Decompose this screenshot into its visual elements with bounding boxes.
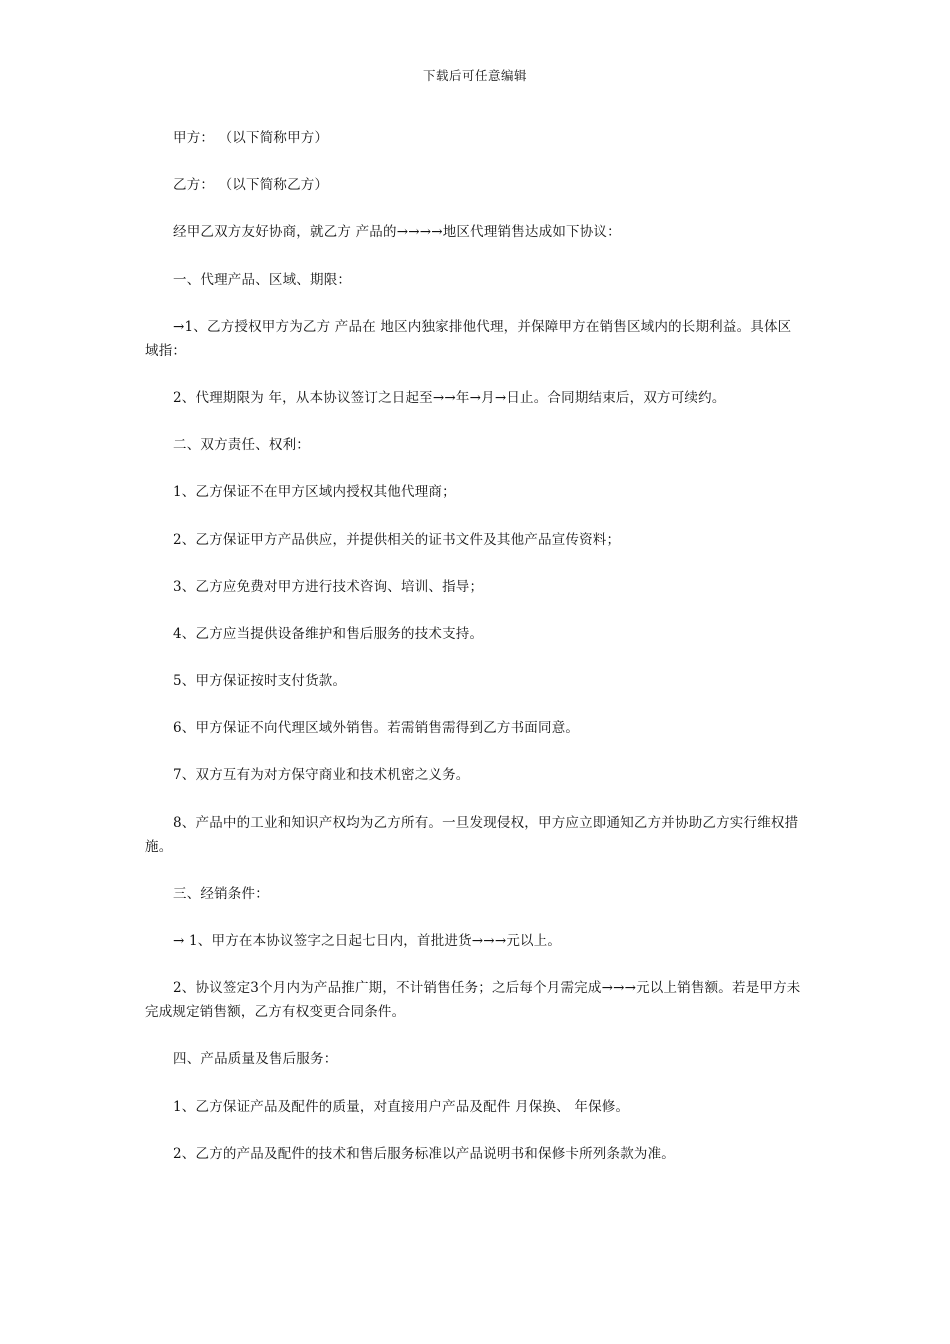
clause-2-1: 1、乙方保证不在甲方区域内授权其他代理商； — [173, 484, 456, 501]
clause-1-1: →1、乙方授权甲方为乙方 产品在 地区内独家排他代理，并保障甲方在销售区域内的长期利益。具体区域指： — [145, 318, 792, 359]
party-a-line: 甲方： （以下简称甲方） — [173, 130, 329, 146]
clause-4-2: 2、乙方的产品及配件的技术和售后服务标准以产品说明书和保修卡所列条款为准。 — [173, 1145, 675, 1162]
contract-body — [145, 126, 805, 1189]
clause-2-8: 8、产品中的工业和知识产权均为乙方所有。一旦发现侵权，甲方应立即通知乙方并协助乙方实行维权措施。 — [145, 814, 799, 855]
party-b-line: 乙方： （以下简称乙方） — [173, 177, 329, 194]
clause-2-7: 7、双方互有为对方保守商业和技术机密之义务。 — [173, 767, 470, 784]
clause-1-2: 2、代理期限为 年，从本协议签订之日起至→→年→月→日止。合同期结束后，双方可续约。 — [173, 389, 726, 406]
clause-4-1: 1、乙方保证产品及配件的质量，对直接用户产品及配件 月保换、 年保修。 — [173, 1098, 630, 1115]
section-heading-4: 四、产品质量及售后服务： — [173, 1051, 338, 1068]
clause-2-3: 3、乙方应免费对甲方进行技术咨询、培训、指导； — [173, 578, 484, 595]
clause-3-1: → 1、甲方在本协议签字之日起七日内，首批进货→→→元以上。 — [173, 933, 562, 949]
section-heading-3: 三、经销条件： — [173, 885, 269, 902]
section-heading-2: 二、双方责任、权利： — [173, 437, 310, 454]
clause-2-5: 5、甲方保证按时支付货款。 — [173, 673, 347, 690]
preamble: 经甲乙双方友好协商，就乙方 产品的→→→→地区代理销售达成如下协议： — [173, 224, 621, 241]
section-heading-1: 一、代理产品、区域、期限： — [173, 271, 352, 288]
page-header: 下载后可任意编辑 — [422, 68, 527, 83]
clause-2-2: 2、乙方保证甲方产品供应，并提供相关的证书文件及其他产品宣传资料； — [173, 531, 621, 548]
clause-3-2: 2、协议签定3个月内为产品推广期，不计销售任务；之后每个月需完成→→→元以上销售额。若是甲方未完成规定销售额，乙方有权变更合同条件。 — [145, 980, 801, 1021]
clause-2-6: 6、甲方保证不向代理区域外销售。若需销售需得到乙方书面同意。 — [173, 720, 580, 737]
clause-2-4: 4、乙方应当提供设备维护和售后服务的技术支持。 — [173, 625, 484, 642]
